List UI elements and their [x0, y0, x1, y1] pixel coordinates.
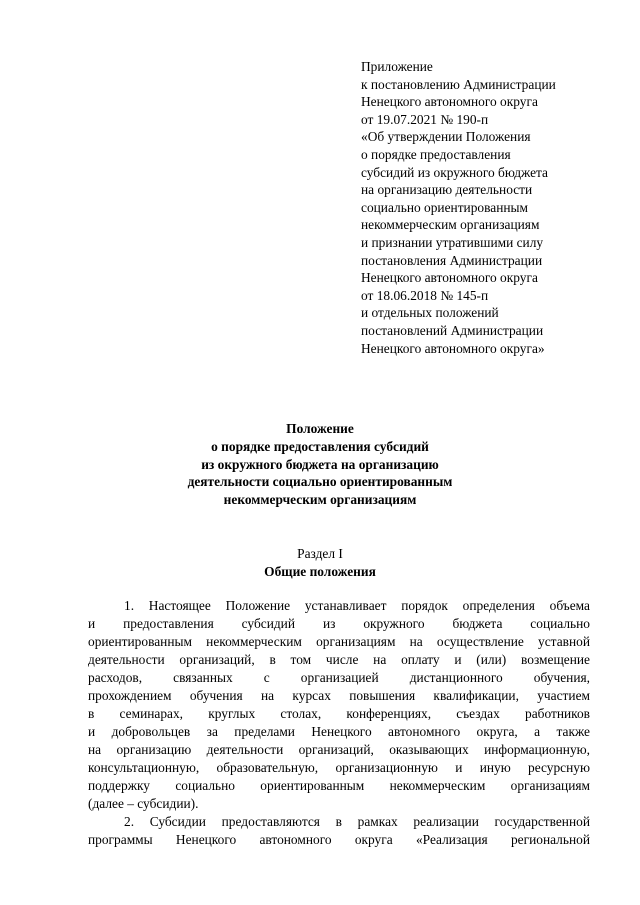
section-name: Общие положения: [264, 564, 376, 579]
paragraph-line: и добровольцев за пределами Ненецкого автономного округа, а также: [88, 724, 590, 739]
title-line: некоммерческим организациям: [223, 492, 417, 508]
appendix-line: и признании утратившими силу: [361, 234, 544, 250]
paragraph-line: прохождением обучения на курсах повышения квалификации, участием: [88, 688, 590, 703]
document-title: [0, 420, 640, 509]
paragraph-line: деятельности организаций, в том числе на оплату и (или) возмещение: [88, 652, 590, 667]
section-heading: [0, 545, 640, 581]
appendix-line: и отдельных положений: [361, 305, 499, 321]
body-text: [88, 597, 590, 849]
paragraph-line: ориентированным некоммерческим организациям на осуществление уставной: [88, 634, 590, 649]
appendix-line: Приложение: [361, 59, 433, 74]
appendix-line: социально ориентированным: [361, 199, 528, 215]
paragraph-line: 1. Настоящее Положение устанавливает порядок определения объема: [124, 598, 590, 613]
appendix-line: на организацию деятельности: [361, 182, 533, 198]
appendix-line: о порядке предоставления: [361, 146, 511, 162]
appendix-line: к постановлению Администрации: [361, 76, 556, 92]
paragraph-line: в семинарах, круглых столах, конференциях, съездах работников: [88, 706, 590, 721]
appendix-line: от 19.07.2021 № 190-п: [361, 111, 489, 127]
appendix-line: субсидий из окружного бюджета: [361, 164, 548, 180]
paragraph-line: расходов, связанных с организацией дистанционного обучения,: [88, 670, 590, 685]
appendix-line: Ненецкого автономного округа: [361, 270, 538, 286]
appendix-line: от 18.06.2018 № 145-п: [361, 287, 489, 303]
appendix-line: постановления Администрации: [361, 252, 543, 268]
paragraph-line: и предоставления субсидий из окружного бюджета социально: [88, 616, 590, 631]
paragraph-line: (далее – субсидии).: [88, 796, 199, 811]
appendix-line: Ненецкого автономного округа: [361, 94, 538, 110]
appendix-line: постановлений Администрации: [361, 322, 544, 338]
title-line: деятельности социально ориентированным: [187, 474, 453, 490]
appendix-line: некоммерческим организациям: [361, 217, 540, 233]
appendix-line: Ненецкого автономного округа»: [361, 340, 545, 356]
title-line: из окружного бюджета на организацию: [201, 456, 439, 472]
section-number: Раздел I: [297, 546, 343, 561]
appendix-line: «Об утверждении Положения: [361, 129, 531, 145]
paragraph-line: поддержку социально ориентированным некоммерческим организациям: [88, 778, 590, 793]
appendix-header: [361, 58, 556, 357]
title-line: о порядке предоставления субсидий: [211, 438, 429, 454]
paragraph-line: 2. Субсидии предоставляются в рамках реализации государственной: [124, 814, 590, 829]
paragraph-line: на организацию деятельности организаций, оказывающих информационную,: [88, 742, 590, 757]
paragraph-line: программы Ненецкого автономного округа «Реализация региональной: [88, 832, 590, 847]
paragraph-line: консультационную, образовательную, организационную и иную ресурсную: [88, 760, 590, 775]
title-line: Положение: [286, 421, 354, 436]
